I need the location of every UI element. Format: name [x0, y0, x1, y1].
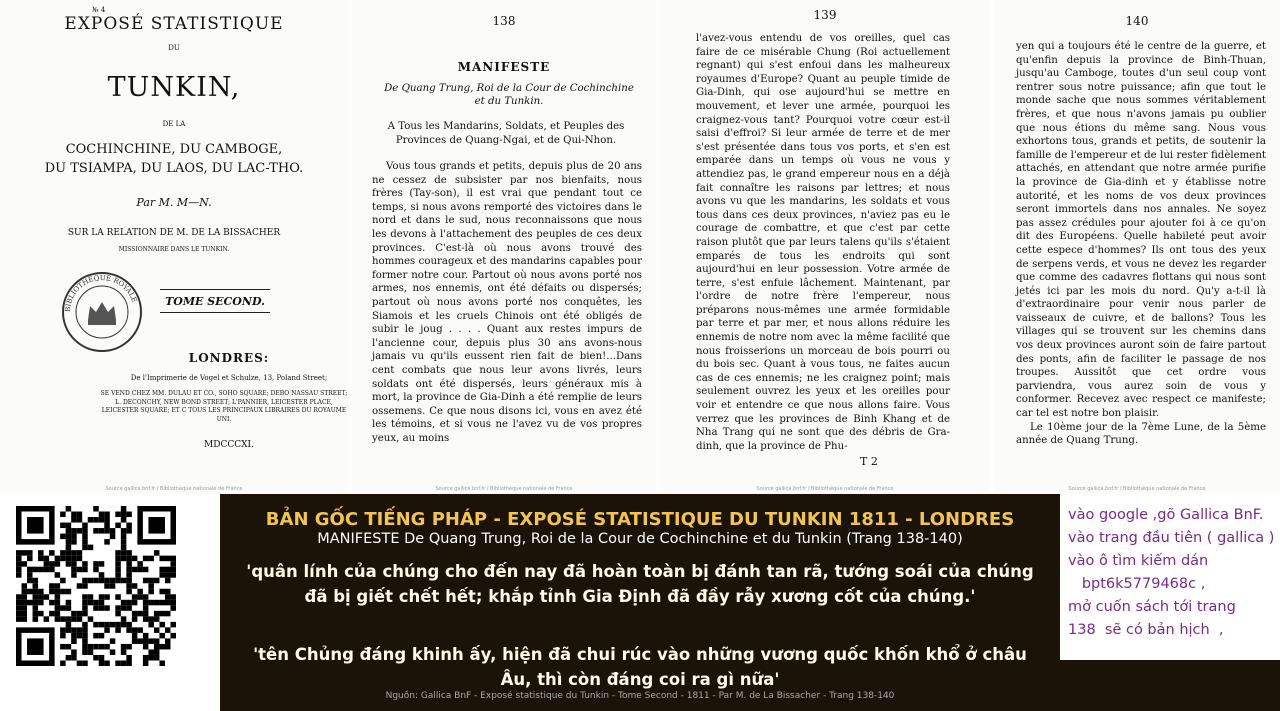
- note-line: vào google ,gõ Gallica BnF.: [1068, 507, 1264, 523]
- shelf-mark: № 4: [92, 6, 106, 14]
- library-stamp: [60, 270, 144, 354]
- signature-mark: T 2: [860, 455, 878, 468]
- page-source: Source gallica.bnf.fr / Bibliothèque nationale de France: [1068, 486, 1206, 492]
- page-text: [1016, 40, 1266, 448]
- title-relation: SUR LA RELATION DE M. DE LA BISSACHER: [67, 228, 281, 238]
- printer-line: De l'Imprimerie de Vogel et Schulze, 13, Poland Street;: [130, 374, 328, 382]
- page-140: [994, 0, 1280, 494]
- page-source: Source gallica.bnf.fr / Bibliothèque nationale de France: [756, 486, 894, 492]
- sellers-line: SE VEND CHEZ MM. DULAU ET CO., SOHO SQUARE; DEBO NASSAU STREET; L. DECONCHY, NEW BOND STREET; L'PANNIER, LEICESTER PLACE, LEICESTER SQUARE; ET C TOUS LES PRINCIPAUX LIBRAIRES DU ROYAUME UNI.: [100, 390, 348, 423]
- title-du: DU: [168, 44, 180, 52]
- city-label: LONDRES:: [188, 351, 270, 365]
- page-source: Source gallica.bnf.fr / Bibliothèque nationale de France: [105, 486, 243, 492]
- page-source: Source gallica.bnf.fr / Bibliothèque nationale de France: [435, 486, 573, 492]
- banner-source: Nguồn: Gallica BnF - Exposé statistique du Tunkin - Tome Second - 1811 - Par M. de La Bissacher - Trang 138-140: [385, 691, 895, 701]
- stamp-text: BIBLIOTHÈQUE ROYALE: [63, 273, 139, 313]
- title-author: Par M. M—N.: [136, 196, 212, 209]
- quote-2: 'tên Chủng đáng khinh ấy, hiện đã chui rúc vào những vương quốc khốn khổ ở châu Âu, thì còn đáng coi ra gì nữa': [253, 645, 1027, 689]
- tome-label: TOME SECOND.: [165, 295, 265, 308]
- note-line: vào trang đầu tiên ( gallica ): [1068, 530, 1275, 546]
- page-text: [696, 32, 950, 453]
- manifeste-subheading: De Quang Trung, Roi de la Cour de Cochinchine et du Tunkin.: [384, 83, 634, 107]
- page-number: 140: [1125, 14, 1149, 28]
- title-main: TUNKIN,: [107, 72, 241, 103]
- book-title: EXPOSÉ STATISTIQUE: [64, 14, 284, 34]
- title-missionnaire: MISSIONNAIRE DANS LE TUNKIN.: [118, 246, 230, 253]
- page-number: 139: [813, 8, 837, 22]
- page-138: [352, 0, 656, 494]
- manifeste-heading: MANIFESTE: [457, 60, 551, 74]
- banner-subtitle: MANIFESTE De Quang Trung, Roi de la Cour de Cochinchine et du Tunkin (Trang 138-140): [317, 531, 963, 547]
- title-dela: DE LA: [162, 120, 186, 128]
- manifeste-date: Le 10ème jour de la 7ème Lune, de la 5ème année de Quang Trung.: [1016, 421, 1266, 447]
- note-line: bpt6k5779468c ,: [1068, 576, 1206, 592]
- banner-title: BẢN GỐC TIẾNG PHÁP - EXPOSÉ STATISTIQUE DU TUNKIN 1811 - LONDRES: [265, 509, 1015, 530]
- page-number: 138: [492, 14, 516, 28]
- title-regions: [0, 140, 348, 178]
- quote-1: 'quân lính của chúng cho đến nay đã hoàn toàn bị đánh tan rã, tướng soái của chúng đã bị giết chết hết; khắp tỉnh Gia Định đã đầy rẫy xương cốt của chúng.': [246, 562, 1034, 606]
- paragraph: yen qui a toujours été le centre de la guerre, et qu'enfin depuis la province de Binh-Thuan, jusqu'au Camboge, toutes d'un seul coup vont rentrer sous notre puissance; afin que tout le monde sache que nous sommes véritablement frères, et que nous n'avons jamais pu oublier que nous étions du même sang. Nous vous exhortons tous, grands et petits, de soutenir la famille de l'empereur et de lui rester fidèlement attachés, en attendant que notre armée purifie la province de Gia-dinh et y établisse notre autorité, et les noms de vos deux provinces seront immortels dans nos annales. Ne soyez pas assez crédules pour ajouter foi à ce qu'on dit des Européens. Quelle habileté peut avoir cette espece d'hommes? Ils ont tous des yeux de serpens verds, et vous ne devez les regarder que comme des cadavres flottans qui nous sont jetés ici par les mois du nord. Qu'y a-t-il là d'extraordinaire pour venir nous parler de vaisseaux de cuivre, et de ballons? Tous les villages qui se trouvent sur les chemins dans vos deux provinces auront soin de faire partout des ponts, afin de faciliter le passage de nos troupes. Aussitôt que cet ordre vous parviendra, vous aurez soin de vous y conformer. Recevez avec respect ce manifeste; car tel est notre bon plaisir.: [1016, 41, 1266, 420]
- title-regions-line2: DU TSIAMPA, DU LAOS, DU LAC-THO.: [44, 161, 304, 176]
- title-regions-line1: COCHINCHINE, DU CAMBOGE,: [65, 142, 283, 157]
- publication-year: MDCCCXI.: [204, 440, 254, 450]
- paragraph: l'avez-vous entendu de vos oreilles, quel cas faire de ce misérable Chung (Roi actuellement regnant) qui s'est enfoui dans les malheureux royaumes d'Europe? Quant au peuple timide de Gia-Dinh, qui ose aujourd'hui se mettre en mouvement, et lever une armée, pourquoi les craignez-vous tant? Pourquoi votre cœur est-il saisi d'effroi? Si leur armée de terre et de mer s'est présentée dans tous vos ports, et s'en est emparée dans un temps où vous ne vous y attendiez pas, le grand empereur nous en a déjà fait connaître les raisons par lettres; et nous avons vu que les mandarins, les soldats et vous tous dans ces deux provinces, n'aviez pas eu le courage de combattre, et que c'est par cette raison plutôt que par leurs talens qu'ils s'étaient emparés de tous les endroits qui sont aujourd'hui en leur possession. Votre armée de terre, s'est enfuie lâchement. Maintenant, par l'ordre de notre frère l'empereur, nous préparons nous-mêmes une armée formidable par terre et par mer, et nous allons réduire les ennemis de notre nom avec la même facilité que nous froisserions un morceau de bois pourri ou du bois sec. Quant à vous tous, ne faites aucun cas de ces ennemis; ne les craignez point; mais seulement ouvrez les yeux et les oreilles pour voir et entendre ce que nous allons faire. Vous verrez que les provinces de Binh Khang et de Nha Trang qui ne sont que des débris de Gra-dinh, que la province de Phu-: [696, 33, 950, 452]
- manifeste-address: A Tous les Mandarins, Soldats, et Peuples des Provinces de Quang-Ngai, et de Qui-Nhon.: [387, 121, 625, 146]
- paragraph: Vous tous grands et petits, depuis plus de 20 ans ne cessez de subsister par nos bienfaits, nous frères (Tay-son), il est vrai que pendant tout ce temps, si nous avons remporté des victoires dans le nord et dans le sud, nous reconnaissons que nous les devons à l'attachement des peuples de ces deux provinces. C'est-là où nous avons trouvé des hommes courageux et des mandarins capables pour former notre cour. Partout où nous avons porté nos armes, nos ennemis, ont été défaits ou dispersés; partout où nous avons porté nos conquêtes, les Siamois et les cruels Chinois ont été obligés de subir le joug . . . . Quant aux restes impurs de l'ancienne cour, depuis plus 30 ans avons-nous jamais vu qu'ils eussent rien fait de bien!...Dans cent combats que nous leur avons livrés, leurs soldats ont été dispersés, leurs généraux mis à mort, la province de Gia-Dinh a été remplie de leurs ossemens. Ce que nous disons ici, vous en avez été les témoins, et si vous ne l'avez vu de vos propres yeux, au moins: [372, 161, 642, 444]
- banner-corner: [1060, 660, 1280, 711]
- page-text: [372, 160, 642, 445]
- note-line: 138 sẽ có bản hịch ,: [1068, 622, 1224, 638]
- instructions-note: [1060, 494, 1280, 660]
- caption-banner: [220, 494, 1060, 711]
- page-139: [660, 0, 990, 494]
- note-line: mở cuốn sách tới trang: [1068, 599, 1236, 615]
- note-line: vào ô tìm kiếm dán: [1068, 553, 1209, 569]
- qr-code[interactable]: [16, 506, 176, 666]
- title-page: [0, 0, 348, 494]
